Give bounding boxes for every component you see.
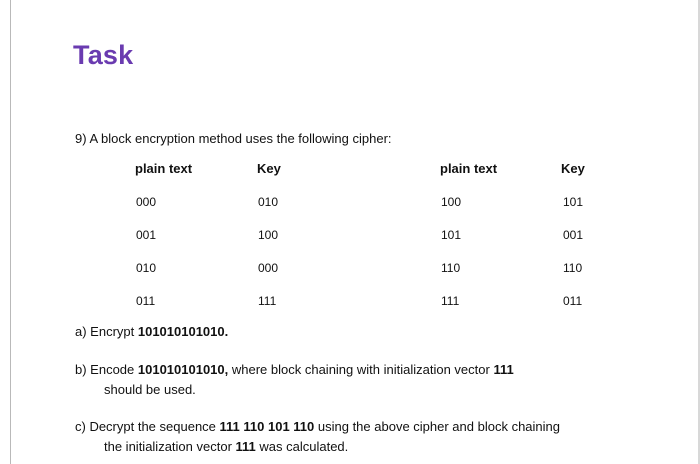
cell-plain-left-3: 010 — [136, 261, 157, 275]
part-b-iv: 111 — [493, 362, 514, 377]
cell-key-left-1: 010 — [258, 195, 279, 209]
part-b-value: 101010101010, — [137, 362, 229, 377]
cell-key-right-1: 101 — [563, 195, 584, 209]
part-c-prefix: c) Decrypt the sequence — [75, 419, 220, 434]
header-key-right: Key — [561, 161, 585, 176]
cell-plain-right-3: 110 — [441, 261, 461, 275]
part-c-middle: using the above cipher and block chaining — [314, 419, 560, 434]
question-part-c — [75, 417, 560, 457]
cell-plain-right-2: 101 — [441, 228, 462, 242]
page-title: Task — [73, 40, 134, 70]
question-part-b — [75, 360, 514, 400]
cell-key-left-4: 111 — [258, 294, 277, 308]
part-b-prefix: b) Encode — [75, 362, 138, 377]
question-intro: 9) A block encryption method uses the following cipher: — [75, 131, 392, 146]
part-c-line2 — [75, 437, 560, 457]
part-b-line2: should be used. — [104, 382, 196, 397]
cell-key-left-2: 100 — [258, 228, 279, 242]
part-c-iv: 111 — [235, 439, 256, 454]
cell-key-right-2: 001 — [563, 228, 584, 242]
cell-plain-left-2: 001 — [136, 228, 157, 242]
page-left-border — [10, 0, 11, 464]
header-plain-text-right: plain text — [440, 161, 498, 176]
cell-plain-left-4: 011 — [136, 294, 156, 308]
part-c-line2-suffix: was calculated. — [255, 439, 349, 454]
cell-plain-left-1: 000 — [136, 195, 157, 209]
cell-key-left-3: 000 — [258, 261, 279, 275]
part-a-value: 101010101010. — [137, 324, 229, 339]
cell-key-right-3: 110 — [563, 261, 583, 275]
cell-plain-right-1: 100 — [441, 195, 462, 209]
cell-key-right-4: 011 — [563, 294, 583, 308]
header-plain-text-left: plain text — [135, 161, 193, 176]
part-a-prefix: a) Encrypt — [75, 324, 138, 339]
part-c-line2-prefix: the initialization vector — [104, 439, 236, 454]
header-key-left: Key — [257, 161, 281, 176]
part-b-middle: where block chaining with initialization vector — [228, 362, 494, 377]
part-c-sequence: 111 110 101 110 — [219, 419, 315, 434]
cell-plain-right-4: 111 — [441, 294, 460, 308]
question-part-a — [75, 322, 228, 342]
